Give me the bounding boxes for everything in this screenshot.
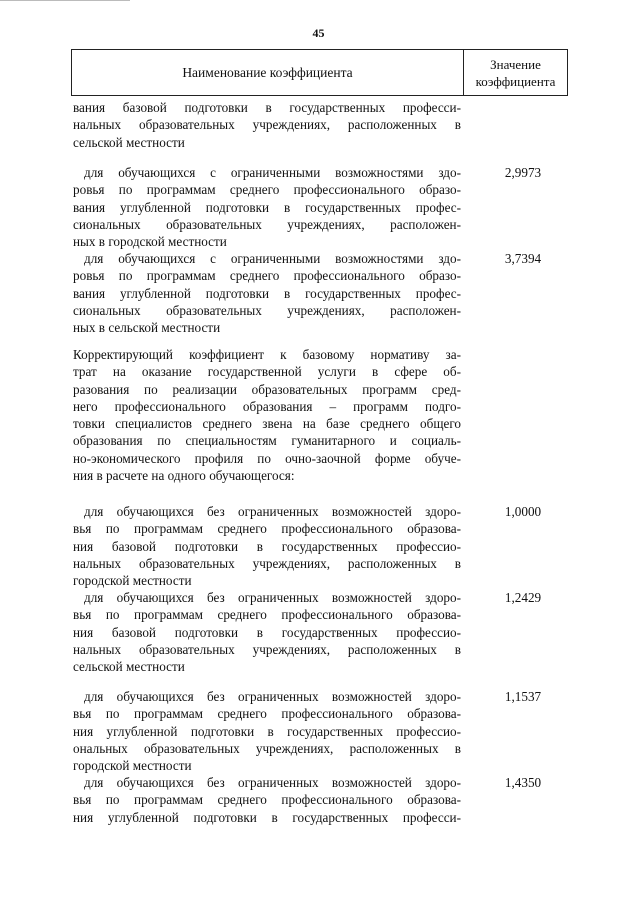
row-text (73, 99, 461, 151)
row-line: вания углубленной подготовки в государственных профес- (73, 285, 461, 301)
row-line: вания базовой подготовки в государственных професси- (73, 100, 461, 115)
coefficient-value: 1,1537 (504, 689, 542, 704)
row-line: городской местности (73, 573, 192, 589)
row-line: разования по реализации образовательных программ сред- (73, 381, 461, 397)
row-line: товки специалистов среднего звена на базе среднего общего (73, 416, 461, 432)
coefficient-value: 1,0000 (504, 504, 542, 519)
header-value-line-2: коэффициента (475, 73, 556, 89)
coefficient-value: 1,4350 (504, 775, 542, 790)
row-line: ровья по программам среднего профессионального образо- (73, 268, 461, 284)
row-line: вья по программам среднего профессионального образова- (73, 706, 461, 722)
row-line: для обучающихся без ограниченных возможностей здоро- (84, 689, 461, 704)
row-line: ния базовой подготовки в государственных профессио- (73, 538, 461, 554)
row-line: ных в сельской местности (73, 320, 221, 336)
page-number: 45 (312, 26, 325, 40)
row-text (73, 774, 461, 826)
row-line: для обучающихся без ограниченных возможностей здоро- (84, 775, 461, 790)
header-coefficient-name: Наименование коэффициента (182, 64, 353, 80)
row-line: сиональных образовательных учреждениях, расположен- (73, 302, 461, 318)
row-line: ния в расчете на одного обучающегося: (73, 468, 295, 484)
row-line: для обучающихся без ограниченных возможностей здоро- (84, 590, 461, 605)
row-line: сельской местности (73, 134, 185, 150)
row-line: образования по специальностям гуманитарного и социаль- (73, 433, 461, 449)
row-text (73, 503, 461, 589)
row-line: нальных образовательных учреждениях, расположенных в (73, 117, 461, 133)
row-line: нальных образовательных учреждениях, расположенных в (73, 641, 461, 657)
header-coefficient-value (464, 50, 567, 95)
row-line: ния базовой подготовки в государственных профессио- (73, 624, 461, 640)
row-line: ния углубленной подготовки в государственных профессио- (73, 723, 461, 739)
row-line: вья по программам среднего профессионального образова- (73, 607, 461, 623)
row-line: но-экономического профиля по очно-заочной форме обуче- (73, 450, 461, 466)
row-text (73, 250, 461, 336)
row-line: трат на оказание государственной услуги в сфере об- (73, 364, 461, 380)
row-text (73, 688, 461, 774)
coefficient-value: 2,9973 (504, 165, 542, 180)
row-text (73, 346, 461, 484)
row-line: вания углубленной подготовки в государственных профес- (73, 199, 461, 215)
scan-edge-mark (0, 0, 130, 1)
row-line: для обучающихся с ограниченными возможностями здо- (84, 165, 461, 180)
row-line: ния углубленной подготовки в государственных професси- (73, 809, 461, 825)
row-line: ровья по программам среднего профессионального образо- (73, 182, 461, 198)
row-text (73, 589, 461, 675)
row-line: него профессионального образования – программ подго- (73, 398, 461, 414)
row-line: вья по программам среднего профессионального образова- (73, 792, 461, 808)
row-line: для обучающихся с ограниченными возможностями здо- (84, 251, 461, 266)
row-line: сиональных образовательных учреждениях, расположен- (73, 216, 461, 232)
row-line: городской местности (73, 758, 192, 774)
row-line: вья по программам среднего профессионального образова- (73, 521, 461, 537)
row-line: ных в городской местности (73, 234, 227, 250)
row-line: сельской местности (73, 659, 185, 675)
table-header (71, 49, 568, 96)
row-line: Корректирующий коэффициент к базовому нормативу за- (73, 347, 461, 362)
coefficient-value: 3,7394 (504, 251, 542, 266)
header-value-line-1: Значение (490, 56, 541, 72)
row-line: нальных образовательных учреждениях, расположенных в (73, 555, 461, 571)
row-text (73, 164, 461, 250)
coefficient-value: 1,2429 (504, 590, 542, 605)
row-line: для обучающихся без ограниченных возможностей здоро- (84, 504, 461, 519)
row-line: ональных образовательных учреждениях, расположенных в (73, 740, 461, 756)
